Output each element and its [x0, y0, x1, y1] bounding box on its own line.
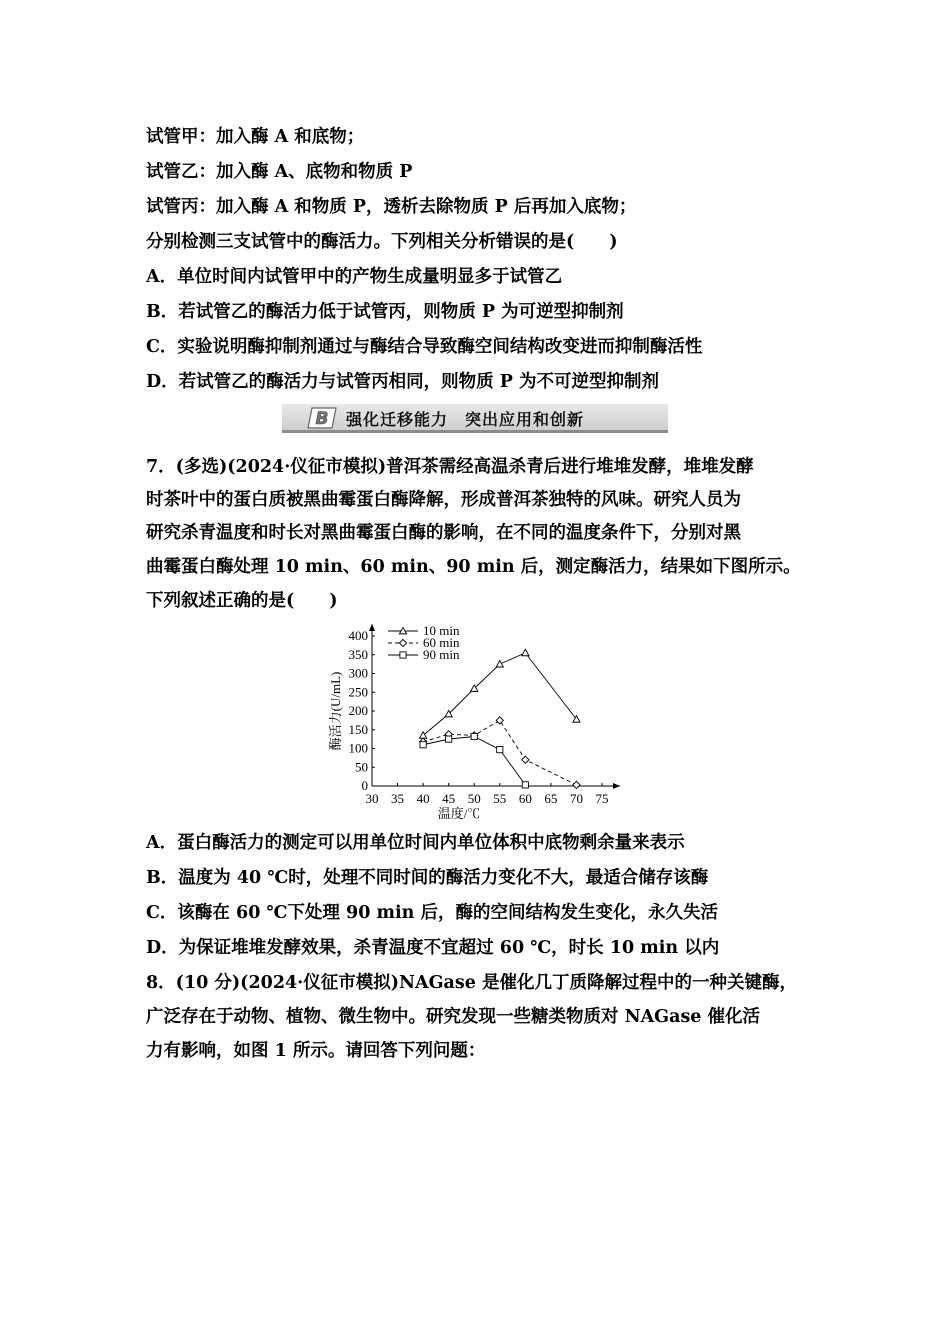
x-tick-label: 35 [391, 791, 405, 806]
text-line: 广泛存在于动物、植物、微生物中。研究发现一些糖类物质对 NAGase 催化活 [146, 1007, 761, 1027]
y-tick-label: 100 [348, 740, 368, 756]
x-tick-label: 60 [518, 791, 532, 806]
legend-label: 60 min [423, 635, 460, 650]
x-tick-label: 65 [544, 791, 558, 806]
y-tick-label: 250 [348, 684, 368, 700]
text-line: 试管乙：加入酶 A、底物和物质 P [146, 162, 413, 182]
x-tick-label: 30 [365, 791, 379, 806]
data-point-diamond [496, 717, 503, 724]
option-a: A．蛋白酶活力的测定可以用单位时间内单位体积中底物剩余量来表示 [146, 833, 685, 853]
section-banner [282, 404, 668, 434]
option-d: D．为保证堆堆发酵效果，杀青温度不宜超过 60 ℃，时长 10 min 以内 [146, 938, 720, 958]
text-line: 试管甲：加入酶 A 和底物； [146, 127, 365, 147]
series-10-min [420, 649, 581, 738]
text-line: 试管丙：加入酶 A 和物质 P，透析去除物质 P 后再加入底物； [146, 197, 637, 217]
text-line: 下列叙述正确的是( ) [146, 591, 338, 611]
data-point-diamond [399, 639, 406, 646]
data-point-square [471, 733, 477, 739]
y-tick-label: 0 [361, 778, 368, 793]
y-tick-label: 150 [348, 721, 368, 737]
data-point-square [420, 742, 426, 748]
text-line: 研究杀青温度和时长对黑曲霉蛋白酶的影响，在不同的温度条件下，分别对黑 [146, 523, 741, 543]
text-line: 8．(10 分)(2024·仪征市模拟)NAGase 是催化几丁质降解过程中的一种关键酶， [146, 973, 797, 993]
y-tick-label: 200 [348, 703, 368, 718]
x-axis-arrow [613, 783, 620, 789]
text-line: 分别检测三支试管中的酶活力。下列相关分析错误的是( ) [146, 232, 618, 252]
data-point-square [522, 782, 528, 788]
text-line: 曲霉蛋白酶处理 10 min、60 min、90 min 后，测定酶活力，结果如下图所示。 [146, 557, 801, 577]
y-axis-label: 酶活力(U/mL) [328, 671, 343, 751]
y-tick-label: 300 [348, 665, 368, 681]
option-c: C．实验说明酶抑制剂通过与酶结合导致酶空间结构改变进而抑制酶活性 [146, 337, 703, 357]
series-line [423, 737, 525, 785]
banner-text: 强化迁移能力 突出应用和创新 [346, 410, 585, 429]
option-c: C．该酶在 60 ℃下处理 90 min 后，酶的空间结构发生变化，永久失活 [146, 903, 718, 923]
text-line: 时茶叶中的蛋白质被黑曲霉蛋白酶降解，形成普洱茶独特的风味。研究人员为 [146, 490, 741, 510]
legend-label: 10 min [423, 623, 460, 638]
data-point-triangle [496, 661, 503, 667]
series-90-min [420, 733, 528, 788]
enzyme-activity-chart [326, 620, 626, 825]
option-d: D．若试管乙的酶活力与试管丙相同，则物质 P 为不可逆型抑制剂 [146, 372, 660, 392]
data-point-square [400, 652, 406, 658]
option-a: A．单位时间内试管甲中的产物生成量明显多于试管乙 [146, 267, 563, 287]
y-axis-arrow [369, 624, 375, 631]
y-tick-label: 350 [348, 646, 368, 662]
chart-axes [369, 624, 620, 789]
x-tick-label: 45 [442, 791, 456, 806]
data-point-triangle [522, 649, 529, 655]
data-point-diamond [573, 781, 580, 788]
option-b: B．若试管乙的酶活力低于试管丙，则物质 P 为可逆型抑制剂 [146, 302, 624, 322]
x-axis-label: 温度/℃ [437, 806, 481, 821]
section-b-icon [306, 404, 342, 432]
legend-label: 90 min [423, 647, 460, 662]
text-line: 7．(多选)(2024·仪征市模拟)普洱茶需经高温杀青后进行堆堆发酵，堆堆发酵 [146, 457, 754, 477]
option-b: B．温度为 40 ℃时，处理不同时间的酶活力变化不大，最适合储存该酶 [146, 868, 709, 888]
data-point-square [446, 736, 452, 742]
text-line: 力有影响，如图 1 所示。请回答下列问题： [146, 1041, 486, 1061]
banner-letter: B [315, 409, 329, 429]
y-tick-label: 50 [355, 759, 368, 775]
x-tick-label: 70 [569, 791, 583, 806]
x-tick-label: 50 [467, 791, 481, 806]
x-tick-label: 75 [595, 791, 609, 806]
x-tick-label: 40 [416, 791, 430, 806]
y-tick-label: 400 [348, 628, 368, 643]
data-point-diamond [522, 756, 529, 763]
data-point-square [497, 747, 503, 753]
legend-item [388, 647, 460, 662]
x-tick-label: 55 [493, 791, 507, 806]
